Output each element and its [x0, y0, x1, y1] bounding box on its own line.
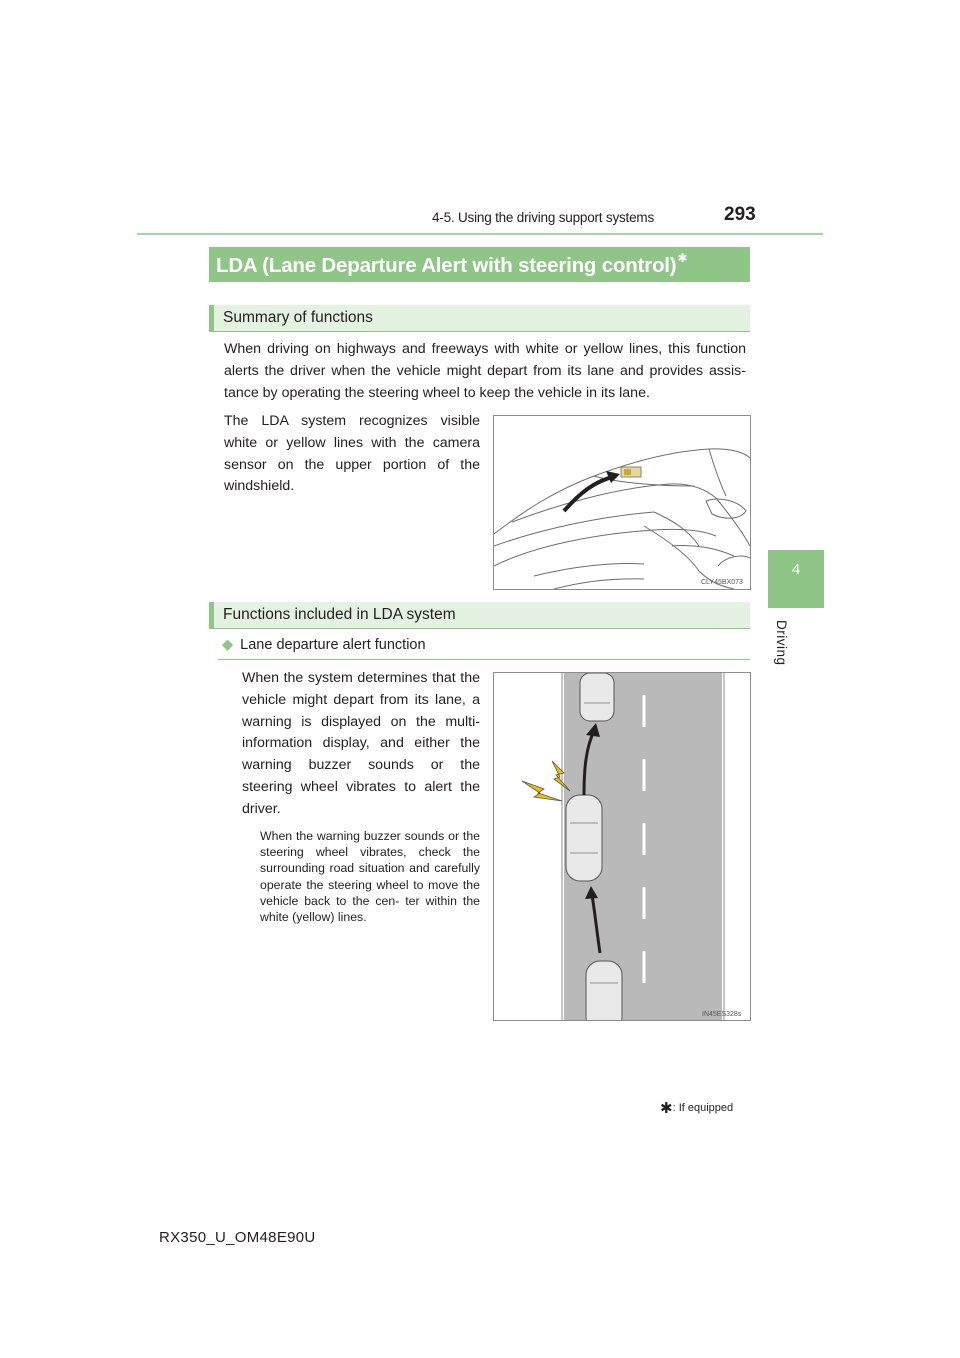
footnote-marker: ✱: [660, 1100, 673, 1117]
title-bar: [209, 247, 750, 282]
camera-paragraph: The LDA system recognizes visible white or yellow lines with the camera sensor on the upper portion of the windshield.: [224, 413, 480, 495]
chapter-tab: [768, 550, 824, 608]
functions-heading-bar: [209, 602, 750, 629]
document-code: RX350_U_OM48E90U: [159, 1229, 316, 1246]
title-marker: ✱: [677, 251, 688, 265]
footnote-text: : If equipped: [672, 1102, 734, 1114]
item-heading-rule: [218, 659, 750, 660]
functions-heading: Functions included in LDA system: [223, 606, 456, 623]
windshield-camera-illustration: [493, 415, 751, 590]
page-title: [216, 251, 687, 278]
summary-heading-bar: [209, 305, 750, 332]
title-text: LDA (Lane Departure Alert with steering control): [216, 254, 677, 277]
lane-departure-item-heading: [222, 637, 426, 653]
lane-departure-paragraph: When the system determines that the vehicle might depart from its lane, a warning is displayed on the multi-information display, and either the warning buzzer sounds or the steering wheel vibrates to alert the driver.: [242, 670, 480, 817]
footnote: [660, 1099, 733, 1117]
page-number: 293: [724, 204, 756, 225]
car-front-drawing: [494, 416, 750, 589]
warning-note: When the warning buzzer sounds or the steering wheel vibrates, check the surrounding road situation and carefully operate the steering wheel to move the vehicle back to the cen- ter within the white (yellow) lines.: [260, 829, 480, 925]
header-rule: [137, 233, 823, 235]
lane-figure-code: IN45ES328s: [702, 1011, 742, 1018]
summary-heading: Summary of functions: [223, 309, 373, 326]
lane-departure-illustration: [493, 672, 751, 1021]
chapter-number: 4: [791, 561, 801, 578]
lane-departure-item-label: Lane departure alert function: [240, 637, 426, 653]
figure-code: CLY45BX073: [701, 579, 743, 586]
section-title: 4-5. Using the driving support systems: [432, 210, 654, 225]
summary-paragraph: When driving on highways and freeways with white or yellow lines, this function alerts the driver when the vehicle might depart from its lane and provides assis- tance by operating the steering wheel to keep the vehicle in its lane.: [224, 341, 746, 401]
chapter-label: Driving: [774, 620, 789, 666]
diamond-bullet-icon: ◆: [222, 637, 234, 653]
lane-road-drawing: [494, 673, 750, 1020]
